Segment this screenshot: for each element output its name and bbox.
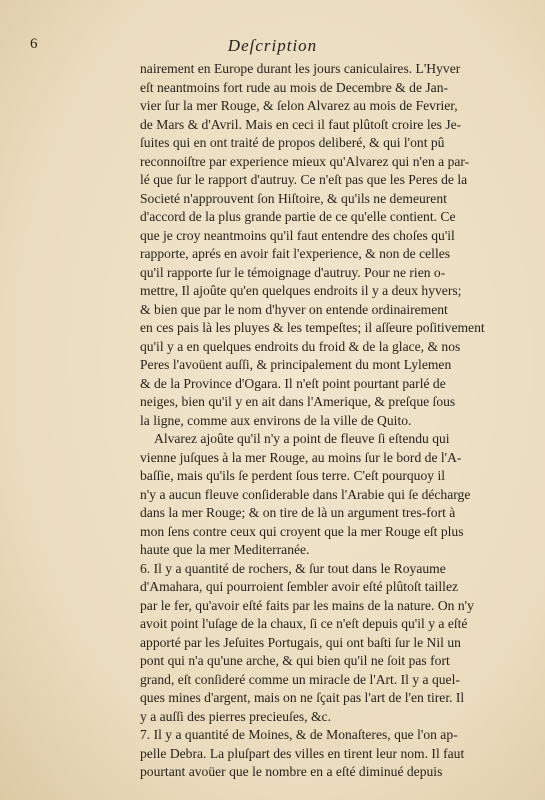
text-line: nairement en Europe durant les jours caniculaires. L'Hyver: [140, 61, 461, 76]
text-line: reconnoiſtre par experience mieux qu'Alvarez qui n'en a par-: [140, 153, 470, 169]
text-line: qu'il rapporte ſur le témoignage d'autruy. Pour ne rien o-: [140, 264, 446, 280]
text-line: avoit point l'uſage de la chaux, ſi ce n'eſt depuis qu'il y a eſté: [140, 616, 468, 631]
text-line: n'y a aucun fleuve conſiderable dans l'Arabie qui ſe décharge: [140, 486, 471, 502]
running-title: Deſcription: [227, 36, 318, 55]
text-line: la ligne, comme aux environs de la ville de Quito.: [140, 412, 412, 428]
text-line: baſſie, mais qu'ils ſe perdent ſous terre. C'eſt pourquoy il: [140, 468, 446, 483]
text-line: ques mines d'argent, mais on ne ſçait pas l'art de l'en tirer. Il: [140, 690, 465, 705]
text-line: pourtant avoüer que le nombre en a eſté diminué depuis: [140, 764, 443, 779]
text-line: eſt neantmoins fort rude au mois de Decembre & de Jan-: [140, 79, 449, 95]
text-line: d'accord de la plus grande partie de ce qu'elle contient. Ce: [140, 209, 456, 224]
text-line: pont qui n'a qu'une arche, & qui bien qu'il ne ſoit pas fort: [140, 653, 450, 668]
text-line: apporté par les Jeſuites Portugais, qui ont baſti ſur le Nil un: [140, 634, 461, 650]
body-text: [140, 60, 502, 782]
text-line: ſuites qui en ont traité de propos deliberé, & qui l'ont pû: [140, 135, 445, 150]
text-line: & de la Province d'Ogara. Il n'eſt point pourtant parlé de: [140, 375, 446, 391]
text-line: rapporte, aprés en avoir fait l'experience, & non de celles: [140, 246, 451, 261]
text-line: par le fer, qu'avoir eſté faits par les mains de la nature. On n'y: [140, 597, 474, 613]
text-line: lé que ſur le rapport d'autruy. Ce n'eſt pas que les Peres de la: [140, 172, 468, 187]
paragraph-start-line: Alvarez ajoûte qu'il n'y a point de fleuve ſi eſtendu qui: [154, 431, 450, 446]
text-line: vienne juſques à la mer Rouge, au moins ſur le bord de l'A-: [140, 449, 462, 465]
text-line: vier ſur la mer Rouge, & ſelon Alvarez au mois de Fevrier,: [140, 98, 458, 113]
text-line: qu'il y a en quelques endroits du froid & de la glace, & nos: [140, 338, 461, 354]
numbered-paragraph-line: 7. Il y a quantité de Moines, & de Monaſteres, que l'on ap-: [140, 727, 458, 742]
text-line: mon ſens contre ceux qui croyent que la mer Rouge eſt plus: [140, 523, 464, 539]
text-line: grand, eſt conſideré comme un miracle de l'Art. Il y a quel-: [140, 671, 460, 687]
text-line: dans la mer Rouge; & on tire de là un argument tres-fort à: [140, 505, 456, 520]
text-line: haute que la mer Mediterranée.: [140, 542, 310, 557]
text-line: de Mars & d'Avril. Mais en ceci il faut plûtoſt croire les Je-: [140, 116, 462, 132]
text-line: d'Amahara, qui pourroient ſembler avoir eſté plûtoſt taillez: [140, 579, 459, 594]
page-header: [30, 36, 515, 60]
text-line: en ces pais là les pluyes & les tempeſtes; il aſſeure poſitivement: [140, 320, 485, 335]
text-line: que je croy neantmoins qu'il faut entendre des choſes qu'il: [140, 227, 455, 243]
text-line: neiges, bien qu'il y en ait dans l'Amerique, & preſque ſous: [140, 394, 456, 409]
text-line: Societé n'approuvent ſon Hiſtoire, & qu'ils ne demeurent: [140, 190, 447, 206]
text-line: pelle Debra. La pluſpart des villes en tirent leur nom. Il faut: [140, 745, 465, 761]
text-line: Peres l'avoüent auſſi, & principalement du mont Lylemen: [140, 357, 452, 372]
text-line: & bien que par le nom d'hyver on entende ordinairement: [140, 301, 448, 317]
numbered-paragraph-line: 6. Il y a quantité de rochers, & ſur tout dans le Royaume: [140, 560, 446, 576]
text-line: y a auſſi des pierres precieuſes, &c.: [140, 708, 331, 724]
page-number: 6: [30, 36, 38, 52]
text-line: mettre, Il ajoûte qu'en quelques endroits il y a deux hyvers;: [140, 283, 462, 298]
